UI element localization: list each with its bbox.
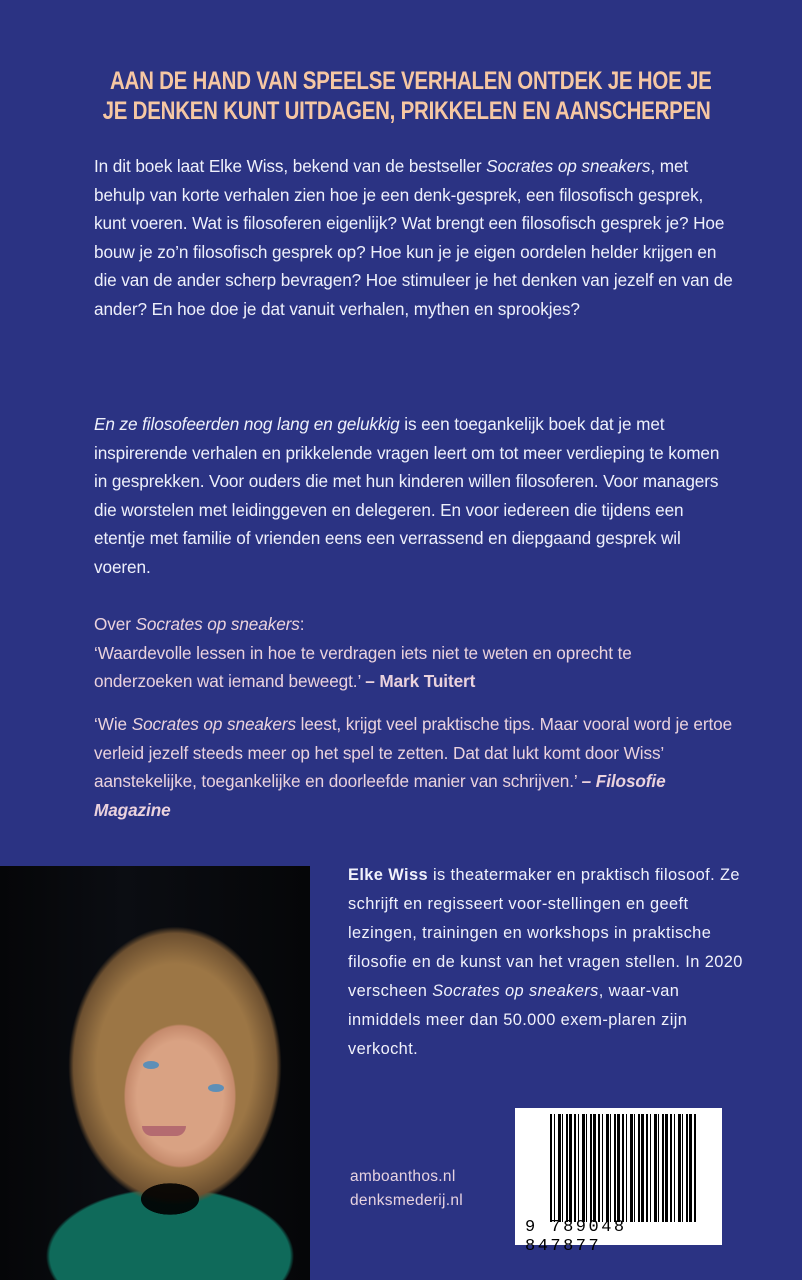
intro-text: , met behulp van korte verhalen zien hoe je een denk-gesprek, een filosofisch gesprek, kunt voeren. Wat is filosoferen eigenlijk? Wat brengt een filosofisch gesprek je? Hoe bouw je zo’n filosofisch gesprek op? Hoe kun je je eigen oordelen helder krijgen en die van de ander scherp bevragen? Hoe stimuleer je het denken van jezelf en van de ander? En hoe doe je dat vanuit verhalen, mythen en sprookjes?	[94, 156, 733, 319]
review-label: :	[299, 614, 305, 634]
author-name: Elke Wiss	[348, 866, 428, 884]
review-quote: ‘Waardevolle lessen in hoe te verdragen iets niet te weten en oprecht te onderzoeken wat iemand beweegt.’	[94, 642, 632, 692]
isbn-barcode	[515, 1108, 722, 1256]
barcode-bars	[550, 1114, 698, 1222]
book-title-italic: Socrates op sneakers	[486, 156, 651, 176]
intro-text: In dit boek laat Elke Wiss, bekend van de bestseller	[94, 156, 487, 176]
review-2	[94, 710, 734, 824]
author-photo	[0, 866, 310, 1280]
review-quote: ‘Wie	[94, 714, 132, 734]
intro-paragraph-1	[94, 152, 734, 324]
review-label: Over	[94, 614, 136, 634]
bio-text: , waar-van inmiddels meer dan 50.000 exem-plaren zijn verkocht.	[348, 982, 688, 1058]
book-title-italic: Socrates op sneakers	[131, 714, 296, 734]
review-quote: leest, krijgt veel praktische tips. Maar vooral word je ertoe verleid jezelf steeds meer op het spel te zetten. Dat dat lukt komt door Wiss’ aanstekelijke, toegankelijke en doorleefde manier van schrijven.’	[94, 714, 733, 792]
bio-text: is theatermaker en praktisch filosoof. Ze schrijft en regisseert voor-stellingen en geeft lezingen, trainingen en workshops in praktische filosofie en de kunst van het vragen stellen. In 2020 verscheen	[348, 866, 743, 1000]
link-amboanthos[interactable]: amboanthos.nl	[350, 1168, 456, 1185]
intro-text: is een toegankelijk boek dat je met inspirerende verhalen en prikkelende vragen leert om tot meer verdieping te komen in gesprekken. Voor ouders die met hun kinderen willen filosoferen. Voor managers die worstelen met leidinggeven en delegeren. En voor iedereen die tijdens een etentje met familie of vrienden eens een verrassend en diepgaand gesprek wil voeren.	[94, 414, 720, 577]
link-denksmederij[interactable]: denksmederij.nl	[350, 1192, 464, 1209]
review-attribution: – Filosofie Magazine	[94, 771, 666, 820]
review-attribution: – Mark Tuitert	[365, 671, 476, 692]
photo-mouth	[142, 1126, 186, 1136]
book-title-italic: Socrates op sneakers	[432, 982, 599, 1000]
book-title-italic: En ze filosofeerden nog lang en gelukkig	[94, 414, 400, 434]
publisher-links	[350, 1165, 463, 1213]
review-1	[94, 610, 734, 696]
intro-paragraph-2	[94, 410, 734, 582]
book-title-italic: Socrates op sneakers	[135, 614, 300, 634]
isbn-number: 9 789048 847877	[525, 1218, 627, 1256]
photo-eye	[208, 1084, 224, 1092]
back-cover-heading	[102, 66, 712, 126]
heading-line-2: JE DENKEN KUNT UITDAGEN, PRIKKELEN EN AANSCHERPEN	[102, 97, 711, 125]
author-bio	[348, 861, 748, 1064]
photo-eye	[143, 1061, 159, 1069]
heading-line-1: AAN DE HAND VAN SPEELSE VERHALEN ONTDEK JE HOE JE	[110, 67, 712, 95]
